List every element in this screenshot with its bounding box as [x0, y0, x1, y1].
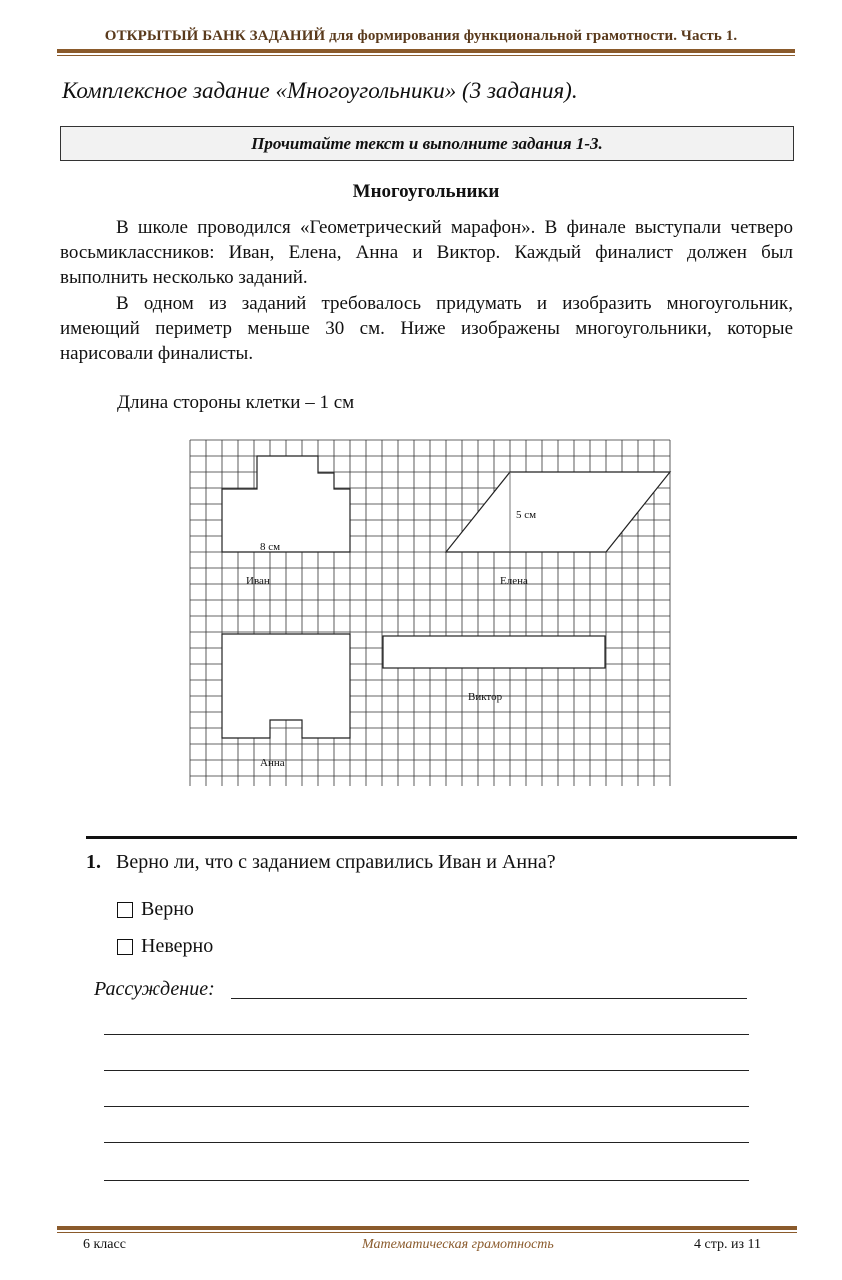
answer-line-5[interactable] [104, 1142, 749, 1143]
polygons-grid-figure [180, 432, 680, 794]
paragraph-1-text: В школе проводился «Геометрический марафон». В финале выступали четверо восьмиклассников: Иван, Елена, Анна и Виктор. Каждый финалист должен был выполнить несколько заданий. [60, 217, 793, 288]
answer-line-2[interactable] [104, 1034, 749, 1035]
header-rule [57, 49, 795, 53]
option-true-checkbox[interactable] [117, 902, 133, 918]
paragraph-2-text: В одном из заданий требовалось придумать и изобразить многоугольник, имеющий периметр меньше 30 см. Ниже изображены многоугольники, которые нарисовали финалисты. [60, 293, 793, 364]
viktor-label: Виктор [468, 691, 503, 703]
option-false-label: Неверно [141, 935, 214, 957]
question-number: 1. [86, 851, 101, 873]
ivan-label: Иван [246, 575, 270, 587]
viktor-rectangle [383, 636, 605, 668]
option-true[interactable] [117, 898, 194, 921]
reasoning-label: Рассуждение: [94, 978, 215, 1000]
cell-size-note: Длина стороны клетки – 1 см [117, 392, 355, 413]
anna-label: Анна [260, 757, 285, 769]
instruction-text: Прочитайте текст и выполните задания 1-3. [251, 133, 603, 153]
option-false-checkbox[interactable] [117, 939, 133, 955]
ivan-dimension-label: 8 см [260, 541, 281, 553]
answer-line-1[interactable] [231, 998, 747, 999]
header-rule-thin [57, 55, 795, 56]
elena-label: Елена [500, 575, 528, 587]
task-title: Комплексное задание «Многоугольники» (3 задания). [62, 78, 578, 103]
question-text: Верно ли, что с заданием справились Иван и Анна? [116, 851, 556, 873]
header-title: ОТКРЫТЫЙ БАНК ЗАДАНИЙ для формирования функциональной грамотности. Часть 1. [104, 28, 738, 44]
paragraph-2 [60, 291, 793, 366]
footer-rule-thin [57, 1232, 797, 1233]
elena-dimension-label: 5 см [516, 509, 537, 521]
paragraph-1 [60, 215, 793, 290]
answer-line-4[interactable] [104, 1106, 749, 1107]
section-heading: Многоугольники [352, 181, 500, 202]
instruction-box [60, 126, 794, 161]
footer-page: 4 стр. из 11 [694, 1237, 762, 1252]
footer-rule [57, 1226, 797, 1230]
footer-subject: Математическая грамотность [362, 1237, 554, 1252]
footer-grade: 6 класс [83, 1237, 126, 1252]
answer-line-3[interactable] [104, 1070, 749, 1071]
option-true-label: Верно [141, 898, 194, 920]
question-divider [86, 836, 797, 839]
option-false[interactable] [117, 935, 213, 958]
answer-line-6[interactable] [104, 1180, 749, 1181]
